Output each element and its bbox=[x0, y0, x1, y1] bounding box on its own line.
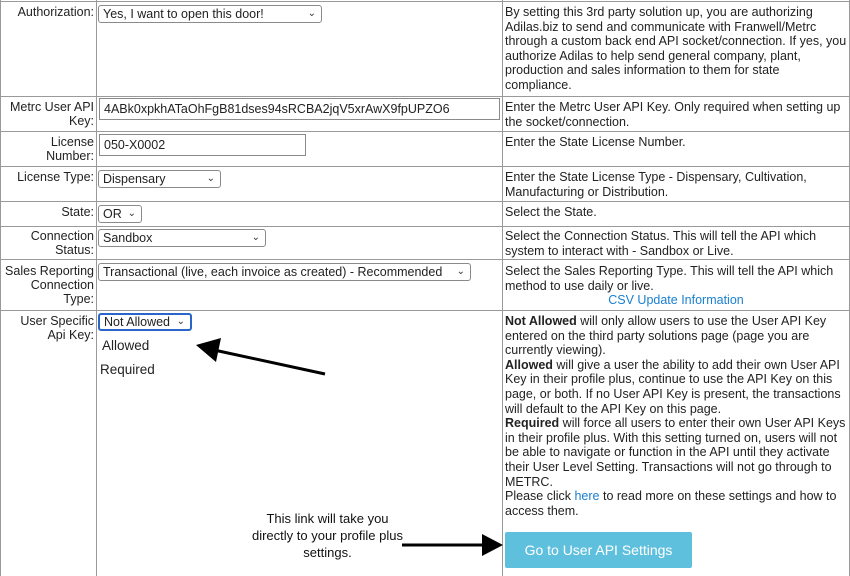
here-link[interactable]: here bbox=[574, 489, 600, 504]
state-description: Select the State. bbox=[505, 205, 597, 219]
connection-status-label: Connection Status: bbox=[30, 229, 94, 257]
license-number-description: Enter the State License Number. bbox=[505, 135, 686, 149]
annotation-note: This link will take you directly to your profile plus settings. bbox=[251, 511, 403, 560]
option-allowed[interactable]: Allowed bbox=[102, 338, 150, 353]
chevron-down-icon: ⌄ bbox=[456, 266, 465, 277]
license-number-input[interactable]: 050-X0002 bbox=[99, 134, 306, 156]
state-label: State: bbox=[61, 205, 94, 219]
api-key-description: Enter the Metrc User API Key. Only required when setting up the socket/connection. bbox=[505, 100, 841, 129]
authorization-description: By setting this 3rd party solution up, you are authorizing Adilas.biz to send and communicate with Franwell/Metrc through a custom back end API socket/connection. If yes, you authorize Adilas to help send general company, plant, production and sales information to them for state compliance. bbox=[505, 5, 847, 92]
chevron-down-icon: ⌄ bbox=[176, 316, 185, 327]
connection-status-description: Select the Connection Status. This will tell the API which system to interact with - Sandbox or Live. bbox=[505, 229, 817, 258]
option-required[interactable]: Required bbox=[100, 362, 155, 377]
sales-reporting-label: Sales Reporting Connection Type: bbox=[5, 264, 94, 306]
sales-reporting-value: Transactional (live, each invoice as created) - Recommended bbox=[103, 265, 443, 279]
go-to-user-api-settings-button[interactable]: Go to User API Settings bbox=[505, 532, 692, 568]
user-api-key-label: User Specific Api Key: bbox=[20, 314, 94, 342]
csv-update-link[interactable]: CSV Update Information bbox=[608, 293, 744, 307]
not-allowed-heading: Not Allowed bbox=[505, 314, 577, 328]
chevron-down-icon: ⌄ bbox=[307, 8, 316, 19]
required-heading: Required bbox=[505, 416, 560, 431]
api-key-label: Metrc User API Key: bbox=[9, 100, 94, 128]
license-type-value: Dispensary bbox=[103, 172, 166, 186]
not-allowed-text: will only allow users to use the User API Key entered on the third party solutions page (page you are currently viewing). bbox=[505, 314, 827, 358]
sales-reporting-description: Select the Sales Reporting Type. This will tell the API which method to use daily or live. bbox=[505, 264, 834, 293]
connection-status-value: Sandbox bbox=[103, 231, 153, 245]
required-text: will force all users to enter their own User API Keys in their profile plus. With this setting turned on, users will not be able to navigate or function in the API until they activate their User Level Setting. Transactions will not go through to METRC. bbox=[505, 416, 846, 489]
license-type-description: Enter the State License Type - Dispensary, Cultivation, Manufacturing or Distribution. bbox=[505, 170, 807, 199]
allowed-text: will give a user the ability to add their own User API Key in their profile plus, continue to use the API Key on this page, or both. If no User API Key is present, the transactions will default to the API Key on this page. bbox=[505, 357, 841, 416]
chevron-down-icon: ⌄ bbox=[127, 208, 136, 219]
user-api-key-value: Not Allowed bbox=[104, 315, 171, 329]
api-key-input[interactable]: 4ABk0xpkhATaOhFgB81dses94sRCBA2jqV5xrAwX9fpUPZO6 bbox=[99, 98, 500, 120]
chevron-down-icon: ⌄ bbox=[251, 232, 260, 243]
chevron-down-icon: ⌄ bbox=[206, 173, 215, 184]
state-value: OR bbox=[103, 207, 122, 221]
license-number-label: License Number: bbox=[46, 135, 94, 163]
authorization-value: Yes, I want to open this door! bbox=[103, 7, 264, 21]
authorization-label: Authorization: bbox=[17, 5, 94, 19]
license-type-label: License Type: bbox=[17, 170, 94, 184]
click-suffix: to read more on these settings and how to access them. bbox=[505, 489, 837, 518]
click-prefix: Please click bbox=[505, 489, 575, 504]
allowed-heading: Allowed bbox=[505, 357, 553, 372]
